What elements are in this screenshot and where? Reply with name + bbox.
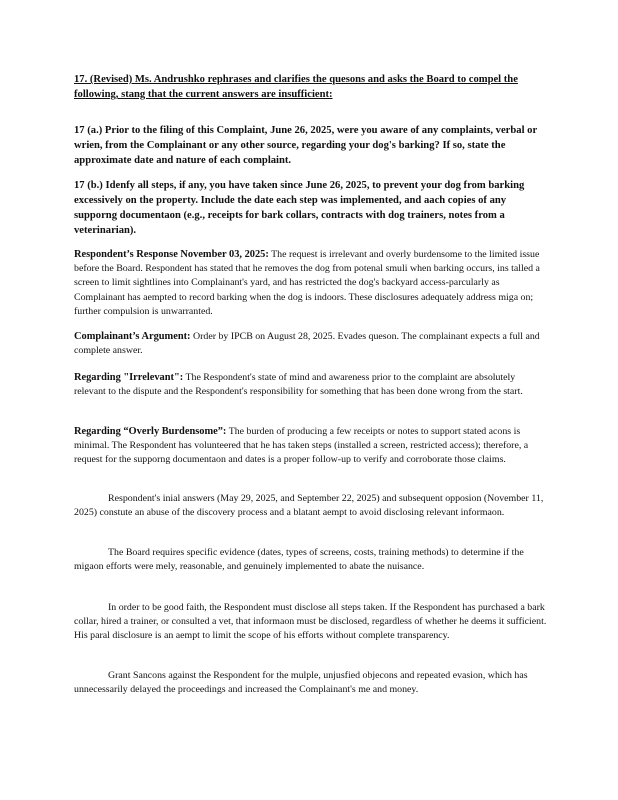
- regarding-irrelevant-label: Regarding "Irrelevant":: [74, 372, 184, 383]
- paragraph-good-faith: In order to be good faith, the Respondent must disclose all steps taken. If the Respondent has purchased a bark collar, hired a trainer, or consulted a vet, that informaon must be disclosed, regardless of whether he deems it sufficient. His paral disclosure is an aempt to limit the scope of his efforts without complete transparency.: [74, 602, 547, 642]
- respondent-response-label: Respondent’s Response November 03, 2025:: [74, 249, 269, 260]
- question-17a: 17 (a.) Prior to the filing of this Complaint, June 26, 2025, were you aware of any complaints, verbal or wrien, from the Complainant or any other source, regarding your dog's barking? If so, state the approximate date and nature of each complaint.: [74, 125, 537, 166]
- regarding-burdensome: [74, 425, 548, 468]
- respondent-response: [74, 248, 548, 319]
- regarding-irrelevant: [74, 371, 548, 399]
- regarding-burdensome-text: The burden of producing a few receipts or notes to support stated acons is minimal. The Respondent has volunteered that he has taken steps (installed a screen, restricted access); therefore, a request for the supporng documentaon and dates is a proper follow-up to verify and corroborate those claims.: [74, 426, 529, 466]
- heading-17-revised: 17. (Revised) Ms. Andrushko rephrases and clarifies the quesons and asks the Board to compel the following, stang that the current answers are insufficient:: [74, 74, 518, 100]
- question-17b: 17 (b.) Idenfy all steps, if any, you have taken since June 26, 2025, to prevent your dog from barking excessively on the property. Include the date each step was implemented, and aach copies of any supporng documentaon (e.g., receipts for bark collars, contracts with dog trainers, notes from a veterinarian).: [74, 180, 525, 236]
- respondent-response-text: The request is irrelevant and overly burdensome to the limited issue before the Board. Respondent has stated that he removes the dog from potenal smuli when barking occurs, ins talled a screen to limit sightlines into Complainant's yard, and has restricted the dog's backyard access-parcularly as Complainant has aempted to record barking when the dog is indoors. These disclosures adequately address miga on; further compulsion is unwarranted.: [74, 249, 540, 317]
- paragraph-board-requires: The Board requires specific evidence (dates, types of screens, costs, training methods) to determine if the migaon efforts were mely, reasonable, and genuinely implemented to abate the nuisance.: [74, 547, 524, 573]
- paragraph-sanctions: Grant Sancons against the Respondent for the mulple, unjusfied objecons and repeated evasion, which has unnecessarily delayed the proceedings and increased the Complainant's me and money.: [74, 670, 528, 696]
- complainant-argument: [74, 330, 548, 358]
- complainant-argument-label: Complainant’s Argument:: [74, 331, 191, 342]
- regarding-irrelevant-text: The Respondent's state of mind and awareness prior to the complaint are absolutely relevant to the dispute and the Respondent's responsibility for something that has been done wrong from the start.: [74, 372, 523, 398]
- regarding-burdensome-label: Regarding “Overly Burdensome”:: [74, 426, 227, 437]
- complainant-argument-text: Order by IPCB on August 28, 2025. Evades queson. The complainant expects a full and complete answer.: [74, 331, 540, 357]
- paragraph-initial-answers: Respondent's inial answers (May 29, 2025, and September 22, 2025) and subsequent opposion (November 11, 2025) constute an abuse of the discovery process and a blatant aempt to avoid disclosing relevant informaon.: [74, 493, 544, 519]
